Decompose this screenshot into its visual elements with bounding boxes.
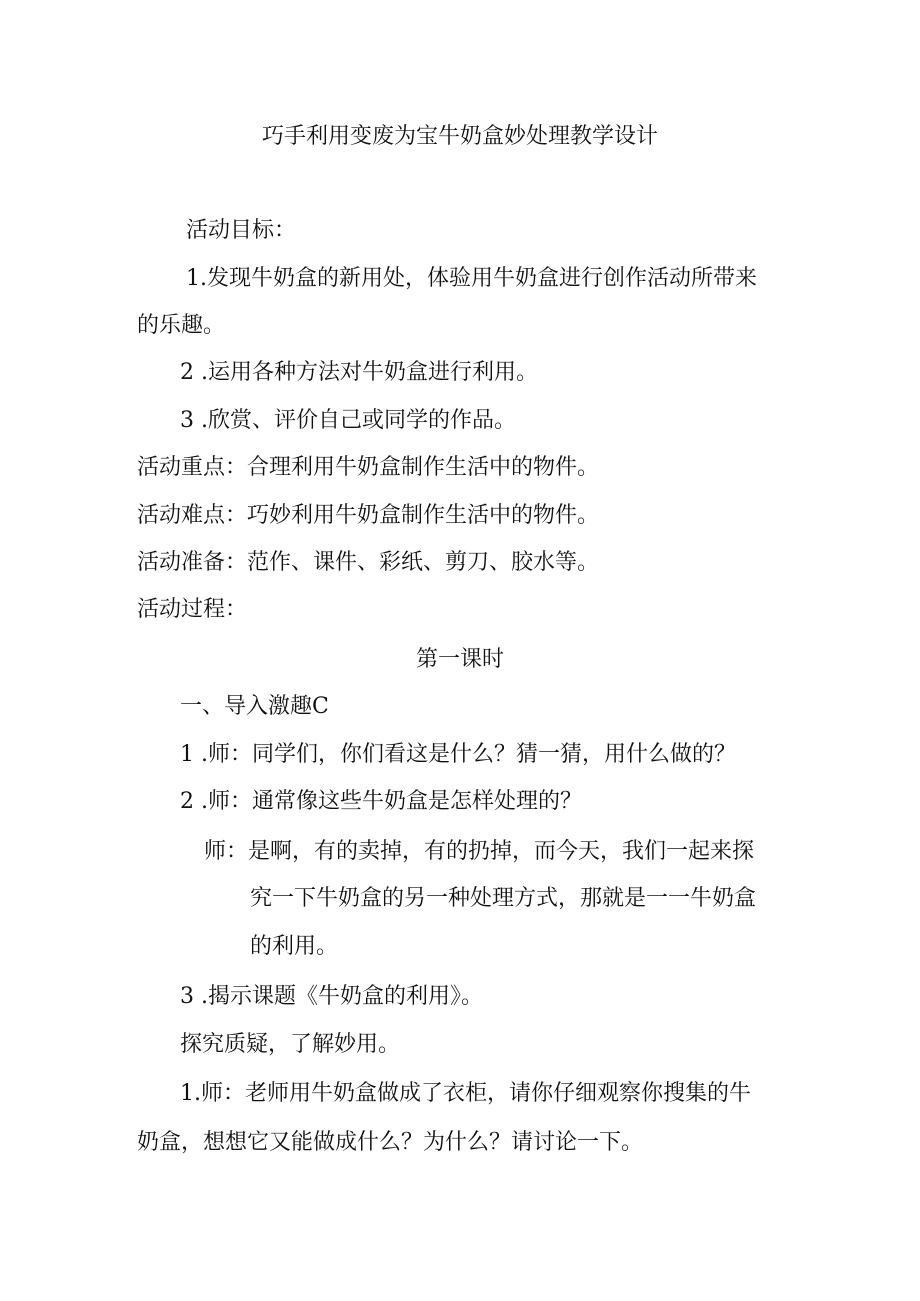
- key-point: 活动重点：合理利用牛奶盒制作生活中的物件。: [137, 455, 600, 480]
- objectives-heading: 活动目标：: [186, 218, 297, 243]
- explore-1-line-1: 1.师：老师用牛奶盒做成了衣柜，请你仔细观察你搜集的牛: [180, 1081, 751, 1106]
- objective-3: 3 .欣赏、评价自己或同学的作品。: [180, 408, 516, 433]
- explore-1-line-2: 奶盒，想想它又能做成什么？为什么？请讨论一下。: [137, 1130, 644, 1155]
- objective-1-line-1: 1.发现牛奶盒的新用处，体验用牛奶盒进行创作活动所带来: [186, 266, 757, 291]
- objective-2: 2 .运用各种方法对牛奶盒进行利用。: [180, 360, 538, 385]
- teacher-note-line-2: 究一下牛奶盒的另一种处理方式，那就是一一牛奶盒: [250, 886, 757, 911]
- difficulty: 活动难点：巧妙利用牛奶盒制作生活中的物件。: [137, 503, 600, 528]
- section-1-heading: 一、导入激趣C: [180, 694, 329, 719]
- lesson-heading: 第一课时: [415, 647, 504, 672]
- process-heading: 活动过程：: [137, 597, 248, 622]
- step-1: 1 .师：同学们，你们看这是什么？猜一猜，用什么做的？: [180, 742, 736, 767]
- objective-1-line-2: 的乐趣。: [137, 313, 226, 338]
- step-3: 3 .揭示课题《牛奶盒的利用》。: [180, 984, 483, 1009]
- section-2-heading: 探究质疑，了解妙用。: [180, 1032, 401, 1057]
- teacher-note-line-3: 的利用。: [250, 934, 339, 959]
- preparation: 活动准备：范作、课件、彩纸、剪刀、胶水等。: [137, 550, 600, 575]
- document-title: 巧手利用变废为宝牛奶盒妙处理教学设计: [261, 124, 658, 149]
- teacher-note-line-1: 师：是啊，有的卖掉，有的扔掉，而今天，我们一起来探: [204, 839, 755, 864]
- step-2: 2 .师：通常像这些牛奶盒是怎样处理的？: [180, 789, 582, 814]
